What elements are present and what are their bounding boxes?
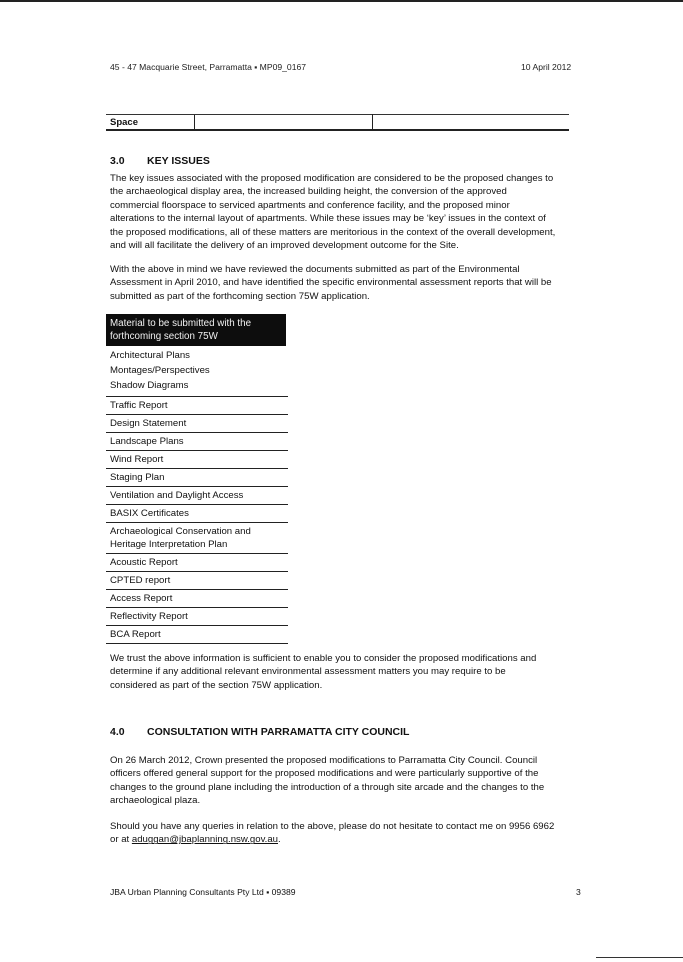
- materials-item: Access Report: [110, 592, 173, 604]
- text-line: and will all facilitate the delivery of an improved development outcome for the Site.: [110, 240, 459, 252]
- materials-list: [106, 347, 288, 644]
- materials-table-header: [106, 314, 286, 346]
- section-3-title: KEY ISSUES: [147, 155, 210, 167]
- text-line: archaeological plaza.: [110, 795, 201, 807]
- materials-item: Architectural Plans: [110, 350, 190, 361]
- text-line: officers offered general support for the proposed modifications and were particularly supportive of the: [110, 768, 539, 780]
- top-rule: [0, 0, 683, 2]
- header-date: 10 April 2012: [521, 62, 572, 72]
- header-line: forthcoming section 75W: [110, 331, 218, 342]
- materials-row: [106, 433, 288, 451]
- section-3-heading: [110, 155, 210, 167]
- materials-item: Design Statement: [110, 417, 187, 429]
- header-line: Material to be submitted with the: [110, 318, 252, 329]
- text-line: Assessment in April 2010, and have identified the specific environmental assessment reports that will be: [110, 277, 552, 289]
- materials-row: [106, 572, 288, 590]
- text-line: the archaeological display area, the increased building height, the conversion of the approved: [110, 186, 507, 198]
- materials-item: Montages/Perspectives: [110, 365, 210, 377]
- materials-item: Traffic Report: [110, 399, 168, 411]
- closing-paragraph: [110, 652, 574, 692]
- materials-row: [106, 523, 288, 554]
- materials-item: Archaeological Conservation and: [110, 525, 251, 537]
- text-line: considered as part of the section 75W application.: [110, 679, 323, 691]
- space-label: Space: [106, 115, 195, 131]
- footer-company: JBA Urban Planning Consultants Pty Ltd ▪ 09389: [110, 887, 296, 897]
- bottom-rule: [596, 957, 683, 958]
- space-cell-2: [195, 115, 373, 131]
- text-line: Should you have any queries in relation to the above, please do not hesitate to contact me on 9956 6962: [110, 821, 555, 832]
- materials-item: Heritage Interpretation Plan: [110, 538, 228, 550]
- section-3-paragraph-2: [110, 263, 574, 303]
- materials-item: Shadow Diagrams: [110, 380, 189, 392]
- materials-row: [106, 397, 288, 415]
- materials-row: [106, 626, 288, 644]
- text-line: or at: [110, 834, 132, 846]
- text-line: commercial floorspace to serviced apartments and conference facility, and the proposed minor: [110, 199, 510, 211]
- materials-row: [106, 415, 288, 433]
- materials-row: [106, 347, 288, 397]
- section-4-number: 4.0: [110, 726, 125, 738]
- section-4-paragraph-1: [110, 754, 574, 808]
- text-line: The key issues associated with the proposed modification are considered to be the proposed changes to: [110, 173, 554, 184]
- text-line: With the above in mind we have reviewed the documents submitted as part of the Environmental: [110, 264, 520, 275]
- materials-item: Wind Report: [110, 453, 164, 465]
- materials-item: Ventilation and Daylight Access: [110, 489, 244, 501]
- materials-item: BASIX Certificates: [110, 507, 189, 519]
- text-line: the proposed modifications, all of these matters are meritorious in the context of the overall development,: [110, 226, 556, 238]
- materials-row: [106, 487, 288, 505]
- materials-row: [106, 590, 288, 608]
- materials-item: CPTED report: [110, 574, 171, 586]
- section-3-number: 3.0: [110, 155, 125, 167]
- text-line: We trust the above information is sufficient to enable you to consider the proposed modifications and: [110, 653, 537, 664]
- contact-email-link[interactable]: aduggan@jbaplanning.nsw.gov.au: [131, 834, 278, 846]
- top-rule-segment: [424, 0, 448, 2]
- header-address: 45 - 47 Macquarie Street, Parramatta ▪ MP09_0167: [110, 62, 307, 72]
- section-4-contact-paragraph: [110, 820, 574, 847]
- materials-item: Acoustic Report: [110, 556, 178, 568]
- section-4-title: CONSULTATION WITH PARRAMATTA CITY COUNCIL: [147, 726, 410, 738]
- page-number: 3: [576, 887, 581, 897]
- space-table: [106, 114, 569, 131]
- materials-row: [106, 554, 288, 572]
- section-4-heading: [110, 726, 409, 738]
- space-cell-3: [373, 115, 570, 131]
- materials-item: Reflectivity Report: [110, 610, 188, 622]
- materials-row: [106, 451, 288, 469]
- materials-row: [106, 505, 288, 523]
- materials-row: [106, 608, 288, 626]
- text-line: determine if any additional relevant environmental assessment matters you may require to be: [110, 666, 506, 678]
- section-3-paragraph-1: [110, 172, 574, 252]
- materials-item: BCA Report: [110, 628, 161, 640]
- text-line: On 26 March 2012, Crown presented the proposed modifications to Parramatta City Council. Council: [110, 755, 538, 766]
- materials-item: Staging Plan: [110, 471, 165, 483]
- text-line: submitted as part of the forthcoming section 75W application.: [110, 290, 370, 302]
- text-line: alterations to the internal layout of apartments. While these issues may be ‘key’ issues in the context of: [110, 213, 546, 225]
- materials-row: [106, 469, 288, 487]
- materials-item: Landscape Plans: [110, 435, 184, 447]
- text-line: .: [278, 834, 281, 846]
- text-line: changes to the ground plane including the introduction of a through site arcade and the changes to the: [110, 781, 545, 793]
